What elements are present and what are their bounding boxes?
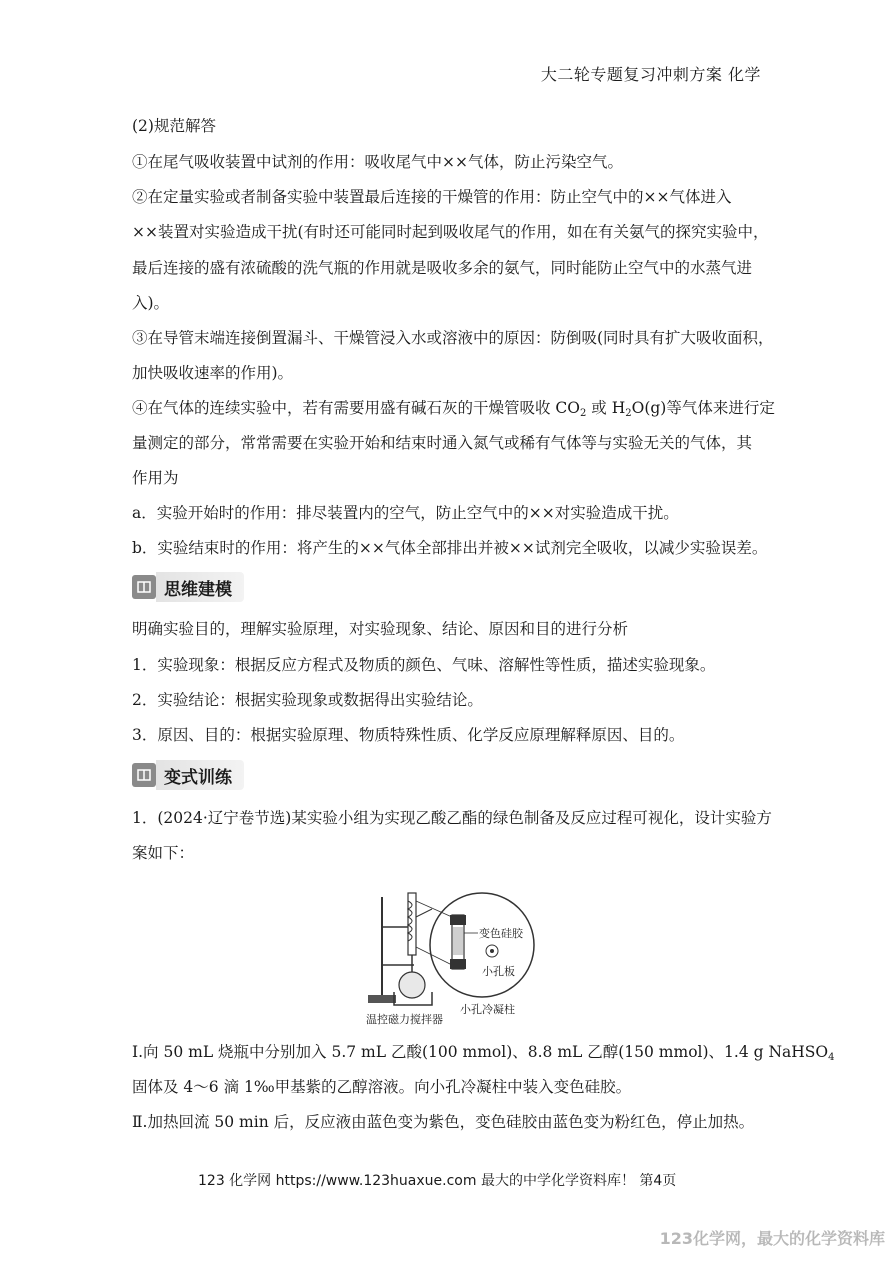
text-line: 最后连接的盛有浓硫酸的洗气瓶的作用就是吸收多余的氨气，同时能防止空气中的水蒸气进 bbox=[132, 259, 753, 277]
gel-label: 变色硅胶 bbox=[479, 927, 523, 940]
apparatus-figure bbox=[364, 887, 594, 1029]
text-line: a．实验开始时的作用：排尽装置内的空气，防止空气中的××对实验造成干扰。 bbox=[132, 504, 679, 522]
list-item: 2．实验结论：根据实验现象或数据得出实验结论。 bbox=[132, 691, 483, 709]
text-segment: ④在气体的连续实验中，若有需要用盛有碱石灰的干燥管吸收 CO bbox=[132, 399, 580, 417]
text-segment: O(g)等气体来进行定 bbox=[631, 399, 775, 417]
subscript: 2 bbox=[580, 408, 587, 419]
list-item: 1．实验现象：根据反应方程式及物质的颜色、气味、溶解性等性质，描述实验现象。 bbox=[132, 656, 716, 674]
text-line: 固体及 4～6 滴 1‰甲基紫的乙醇溶液。向小孔冷凝柱中装入变色硅胶。 bbox=[132, 1078, 632, 1096]
text-line bbox=[132, 396, 775, 419]
text-line: 作用为 bbox=[132, 469, 179, 487]
section-heading-thinking-model bbox=[132, 572, 244, 602]
subscript: 4 bbox=[828, 1052, 835, 1063]
text-line: ②在定量实验或者制备实验中装置最后连接的干燥管的作用：防止空气中的××气体进入 bbox=[132, 188, 732, 206]
page-header: 大二轮专题复习冲刺方案 化学 bbox=[540, 65, 761, 84]
subscript: 2 bbox=[625, 408, 632, 419]
text-segment: Ⅰ.向 50 mL 烧瓶中分别加入 5.7 mL 乙酸(100 mmol)、8.8 mL 乙醇(150 mmol)、1.4 g NaHSO bbox=[132, 1043, 829, 1061]
apparatus-diagram bbox=[364, 887, 594, 1029]
text-line bbox=[132, 1040, 835, 1063]
text-line: ③在导管末端连接倒置漏斗、干燥管浸入水或溶液中的原因：防倒吸(同时具有扩大吸收面积， bbox=[132, 329, 774, 347]
text-line: ①在尾气吸收装置中试剂的作用：吸收尾气中××气体，防止污染空气。 bbox=[132, 153, 623, 171]
watermark: 123化学网，最大的化学资料库 bbox=[659, 1229, 885, 1248]
text-line: ××装置对实验造成干扰(有时还可能同时起到吸收尾气的作用，如在有关氨气的探究实验中， bbox=[132, 223, 769, 241]
section-heading-variant-training bbox=[132, 760, 244, 790]
book-icon bbox=[132, 763, 156, 787]
text-line: 案如下： bbox=[132, 844, 195, 862]
text-line: 量测定的部分，常常需要在实验开始和结束时通入氮气或稀有气体等与实验无关的气体，其 bbox=[132, 434, 753, 452]
page-footer: 123 化学网 https://www.123huaxue.com 最大的中学化学资料库！ 第4页 bbox=[198, 1173, 677, 1189]
column-label: 小孔冷凝柱 bbox=[460, 1003, 515, 1016]
text-line: Ⅱ.加热回流 50 min 后，反应液由蓝色变为紫色，变色硅胶由蓝色变为粉红色，停止加热。 bbox=[132, 1113, 755, 1131]
text-line: 加快吸收速率的作用)。 bbox=[132, 364, 294, 382]
paragraph-heading: (2)规范解答 bbox=[132, 117, 216, 135]
text-segment: 或 H bbox=[586, 399, 626, 417]
section-title: 变式训练 bbox=[156, 760, 244, 790]
stirrer-label: 温控磁力搅拌器 bbox=[366, 1013, 443, 1026]
section-title: 思维建模 bbox=[156, 572, 244, 602]
text-line: 明确实验目的，理解实验原理，对实验现象、结论、原因和目的进行分析 bbox=[132, 620, 629, 638]
text-line: 入)。 bbox=[132, 294, 170, 312]
text-line: 1．(2024·辽宁卷节选)某实验小组为实现乙酸乙酯的绿色制备及反应过程可视化，设计实验方 bbox=[132, 809, 772, 827]
book-icon bbox=[132, 575, 156, 599]
text-line: b．实验结束时的作用：将产生的××气体全部排出并被××试剂完全吸收，以减少实验误差。 bbox=[132, 539, 768, 557]
plate-label: 小孔板 bbox=[482, 965, 515, 978]
list-item: 3．原因、目的：根据实验原理、物质特殊性质、化学反应原理解释原因、目的。 bbox=[132, 726, 685, 744]
